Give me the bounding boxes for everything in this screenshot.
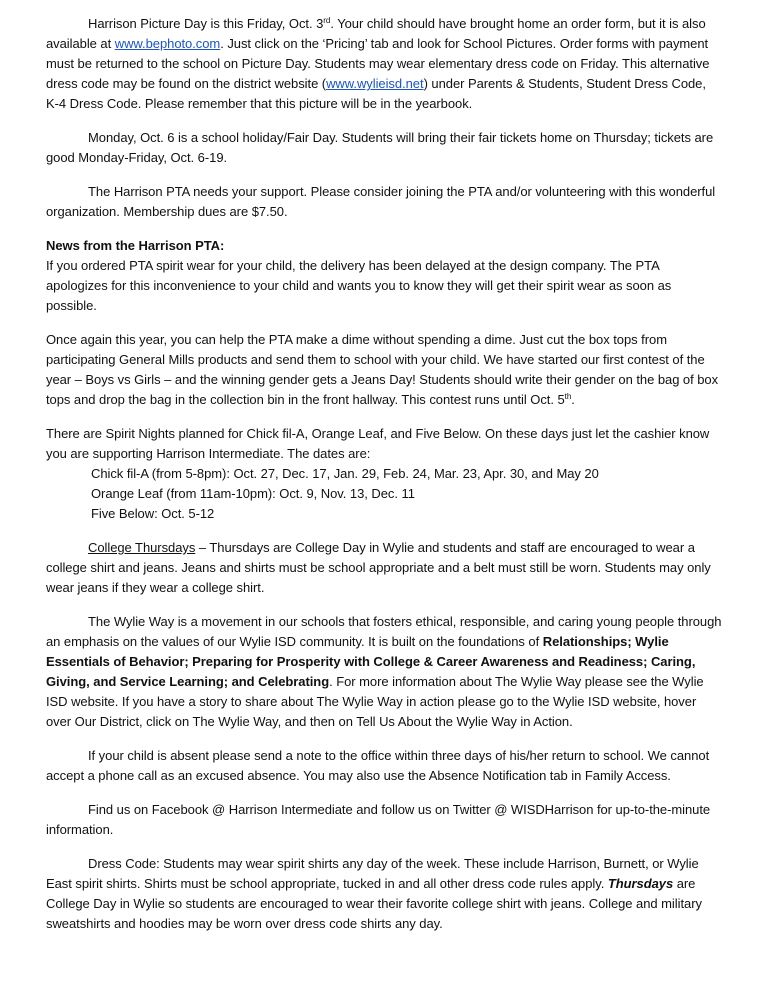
- ordinal-suffix: th: [564, 392, 572, 401]
- picture-day-text-3: . Just click on the ‘Pricing’ tab and look for School Pictures. Order forms with payment must be returned to the school on Picture Day. Students may wear elementary dress code on Friday. This alternative dress code may be found on the district website (: [46, 36, 710, 91]
- social-media-paragraph: Find us on Facebook @ Harrison Intermediate and follow us on Twitter @ WISDHarrison for up-to-the-minute information.: [46, 802, 711, 837]
- wylie-way-foundations: Relationships; Wylie Essentials of Behavior; Preparing for Prosperity with College & Career Awareness and Readiness; Caring, Giving, and Service Learning; and Celebrating: [46, 634, 696, 689]
- picture-day-paragraph: [46, 14, 722, 114]
- spirit-nights-intro: There are Spirit Nights planned for Chick fil-A, Orange Leaf, and Five Below. On these days just let the cashier know you are supporting Harrison Intermediate. The dates are:: [46, 426, 710, 461]
- wylie-way-text-2: . For more information about The Wylie Way please see the Wylie ISD website. If you have a story to share about The Wylie Way in action please go to the Wylie ISD website, hover over Our District, click on The Wylie Way, and then on Tell Us About the Wylie Way in Action.: [46, 674, 704, 729]
- spirit-nights-section: [46, 424, 722, 524]
- box-tops-paragraph: [46, 330, 722, 410]
- dress-code-text-1: Dress Code: Students may wear spirit shirts any day of the week. These include Harrison, Burnett, or Wylie East spirit shirts. Shirts must be school appropriate, tucked in and all other dress code rules apply.: [46, 856, 699, 891]
- pta-news-text: If you ordered PTA spirit wear for your child, the delivery has been delayed at the design company. The PTA apologizes for this inconvenience to your child and wants you to know they will get their spirit wear as soon as possible.: [46, 258, 672, 313]
- college-thursdays-text: – Thursdays are College Day in Wylie and students and staff are encouraged to wear a college shirt and jeans. Jeans and shirts must be school appropriate and a belt must still be worn. Students may only wear jeans if they wear a college shirt.: [46, 540, 711, 595]
- absence-paragraph: If your child is absent please send a note to the office within three days of his/her return to school. We cannot accept a phone call as an excused absence. You may also use the Absence Notification tab in Family Access.: [46, 748, 710, 783]
- ordinal-suffix: rd: [323, 16, 331, 25]
- dress-code-text-2: are College Day in Wylie so students are encouraged to wear their favorite college shirt with jeans. College and military sweatshirts and hoodies may be worn over dress code shirts any day.: [46, 876, 702, 931]
- spirit-night-fivebelow: Five Below: Oct. 5-12: [91, 506, 215, 521]
- pta-news-paragraph: [46, 236, 722, 316]
- pta-support-paragraph: The Harrison PTA needs your support. Please consider joining the PTA and/or volunteering with this wonderful organization. Membership dues are $7.50.: [46, 184, 716, 219]
- picture-day-text-2: . Your child should have brought home an order form, but it is also available at: [46, 16, 706, 51]
- wylieisd-link[interactable]: www.wylieisd.net: [326, 76, 424, 91]
- picture-day-text-4: ) under Parents & Students, Student Dress Code, K-4 Dress Code. Please remember that this picture will be in the yearbook.: [46, 76, 706, 111]
- wylie-way-text-1: The Wylie Way is a movement in our schools that fosters ethical, responsible, and caring young people through an emphasis on the values of our Wylie ISD community. It is built on the foundations of: [46, 614, 722, 649]
- spirit-night-orangeleaf: Orange Leaf (from 11am-10pm): Oct. 9, Nov. 13, Dec. 11: [91, 486, 415, 501]
- fair-day-paragraph: Monday, Oct. 6 is a school holiday/Fair Day. Students will bring their fair tickets home on Thursday; tickets are good Monday-Friday, Oct. 6-19.: [46, 130, 714, 165]
- college-thursdays-title: College Thursdays: [88, 540, 196, 555]
- box-tops-end: .: [571, 392, 575, 407]
- box-tops-text: Once again this year, you can help the PTA make a dime without spending a dime. Just cut the box tops from participating General Mills products and send them to school with your child. We have started our first contest of the year – Boys vs Girls – and the winning gender gets a Jeans Day! Students should write their gender on the bag of box tops and drop the bag in the collection bin in the front hallway. This contest runs until Oct. 5: [46, 332, 719, 407]
- picture-day-text-1: Harrison Picture Day is this Friday, Oct. 3: [88, 16, 324, 31]
- spirit-night-chickfila: Chick fil-A (from 5-8pm): Oct. 27, Dec. 17, Jan. 29, Feb. 24, Mar. 23, Apr. 30, and May 20: [91, 466, 599, 481]
- bephoto-link[interactable]: www.bephoto.com: [114, 36, 221, 51]
- pta-news-heading: News from the Harrison PTA:: [46, 238, 225, 253]
- wylie-way-paragraph: [46, 612, 722, 732]
- college-thursdays-paragraph: [46, 538, 722, 598]
- dress-code-paragraph: [46, 854, 722, 934]
- dress-code-thursdays: Thursdays: [607, 876, 674, 891]
